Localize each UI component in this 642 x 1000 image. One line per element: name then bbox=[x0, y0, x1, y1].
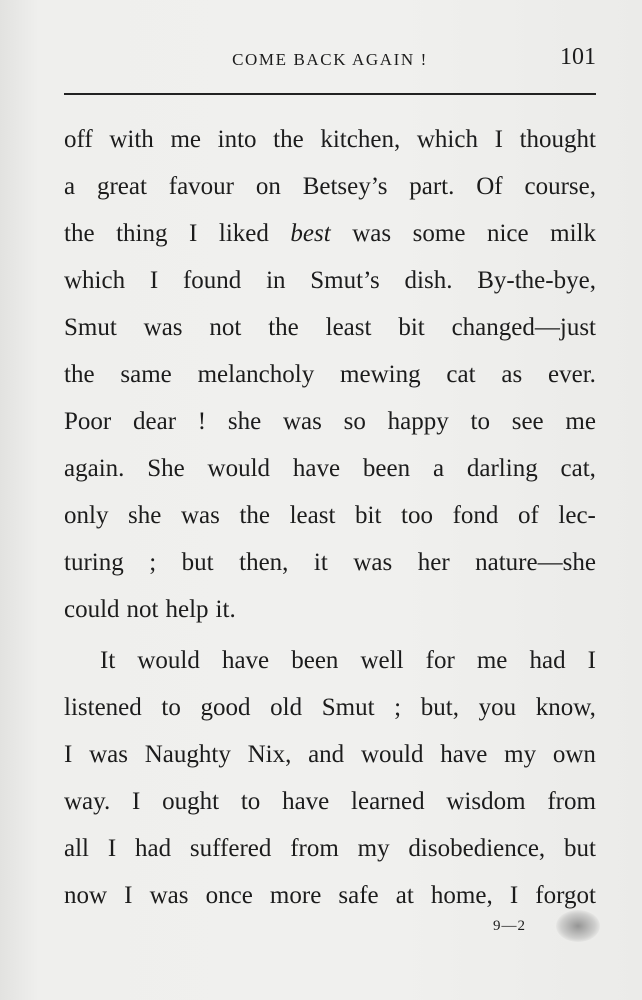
word: know, bbox=[535, 694, 596, 721]
word: thing bbox=[116, 220, 168, 247]
signature-mark: 9—2 bbox=[493, 918, 526, 934]
word: me bbox=[565, 408, 596, 435]
word: you bbox=[478, 694, 517, 721]
word: kitchen, bbox=[320, 126, 401, 153]
word: safe bbox=[338, 882, 379, 909]
word: from bbox=[290, 835, 339, 862]
text-line bbox=[64, 210, 596, 257]
word: had bbox=[529, 647, 566, 674]
word: but bbox=[181, 549, 214, 576]
word: milk bbox=[550, 220, 596, 247]
word: her bbox=[417, 549, 450, 576]
word: to bbox=[161, 694, 181, 721]
word: suffered bbox=[189, 835, 272, 862]
word: on bbox=[255, 173, 281, 200]
word: mewing bbox=[340, 361, 421, 388]
word: into bbox=[217, 126, 257, 153]
word: and bbox=[308, 741, 345, 768]
text-line bbox=[64, 304, 596, 351]
word: for bbox=[425, 647, 455, 674]
word: was bbox=[282, 408, 322, 435]
word: learned bbox=[351, 788, 425, 815]
word: Nix, bbox=[247, 741, 292, 768]
word: was bbox=[143, 314, 183, 341]
ink-smudge bbox=[556, 910, 600, 942]
word: By-the-bye, bbox=[477, 267, 596, 294]
word: the bbox=[64, 220, 95, 247]
word: the bbox=[239, 502, 270, 529]
text-line bbox=[64, 116, 596, 163]
word: only bbox=[64, 502, 109, 529]
text-line bbox=[64, 778, 596, 825]
word: Smut bbox=[64, 314, 117, 341]
text-line bbox=[64, 825, 596, 872]
word: well bbox=[360, 647, 404, 674]
word: Smut’s bbox=[310, 267, 380, 294]
word: ; bbox=[394, 694, 402, 721]
word: so bbox=[343, 408, 366, 435]
word: least bbox=[289, 502, 336, 529]
word: have bbox=[440, 741, 488, 768]
word: liked bbox=[218, 220, 269, 247]
text-line bbox=[64, 257, 596, 304]
word: from bbox=[547, 788, 596, 815]
word: would bbox=[137, 647, 200, 674]
word: it. bbox=[215, 596, 236, 623]
word: the bbox=[64, 361, 95, 388]
word: to bbox=[470, 408, 490, 435]
word: Smut bbox=[321, 694, 375, 721]
word: too bbox=[401, 502, 433, 529]
word: have bbox=[221, 647, 270, 674]
word: me bbox=[170, 126, 201, 153]
text-line bbox=[64, 398, 596, 445]
word: least bbox=[325, 314, 372, 341]
word: dear bbox=[133, 408, 177, 435]
word: which bbox=[416, 126, 478, 153]
word: old bbox=[270, 694, 303, 721]
word: have bbox=[292, 455, 341, 482]
word: I bbox=[494, 126, 503, 153]
word: same bbox=[120, 361, 172, 388]
word: to bbox=[240, 788, 261, 815]
word: she bbox=[227, 408, 262, 435]
word: turing bbox=[64, 549, 124, 576]
word: melancholy bbox=[197, 361, 315, 388]
word: but, bbox=[420, 694, 459, 721]
text-line bbox=[64, 637, 596, 684]
word: with bbox=[109, 126, 154, 153]
text-line bbox=[64, 492, 596, 539]
word: all bbox=[64, 835, 89, 862]
text-line bbox=[64, 872, 596, 919]
running-title: COME BACK AGAIN ! bbox=[232, 50, 428, 69]
word: was bbox=[89, 741, 128, 768]
word: thought bbox=[519, 126, 596, 153]
word: fond bbox=[452, 502, 499, 529]
text-line bbox=[64, 684, 596, 731]
text-line bbox=[64, 539, 596, 586]
word: I bbox=[64, 741, 73, 768]
text-line bbox=[64, 351, 596, 398]
word: help bbox=[165, 596, 209, 623]
word: off bbox=[64, 126, 93, 153]
word: would bbox=[207, 455, 271, 482]
word: a bbox=[432, 455, 445, 482]
word: see bbox=[511, 408, 544, 435]
word: was bbox=[352, 220, 392, 247]
paragraph bbox=[64, 116, 596, 633]
word: ever. bbox=[548, 361, 596, 388]
word: forgot bbox=[535, 882, 596, 909]
word: not bbox=[126, 596, 159, 623]
word: my bbox=[357, 835, 390, 862]
word: more bbox=[269, 882, 322, 909]
word: ; bbox=[149, 549, 157, 576]
word: it bbox=[313, 549, 328, 576]
word: part. bbox=[409, 173, 455, 200]
word: been bbox=[291, 647, 339, 674]
word: great bbox=[96, 173, 147, 200]
word: wisdom bbox=[446, 788, 526, 815]
word: Poor bbox=[64, 408, 112, 435]
word: cat, bbox=[560, 455, 596, 482]
word: Betsey’s bbox=[302, 173, 388, 200]
word: then, bbox=[239, 549, 289, 576]
word: good bbox=[200, 694, 251, 721]
paragraph bbox=[64, 637, 596, 919]
word: I bbox=[509, 882, 519, 909]
word: a bbox=[64, 173, 76, 200]
word: happy bbox=[387, 408, 449, 435]
word: the bbox=[268, 314, 299, 341]
word: listened bbox=[64, 694, 142, 721]
word: home, bbox=[430, 882, 493, 909]
word: Of bbox=[476, 173, 503, 200]
word: was bbox=[353, 549, 393, 576]
text-line bbox=[64, 445, 596, 492]
word: some bbox=[412, 220, 466, 247]
word: darling bbox=[466, 455, 538, 482]
word: way. bbox=[64, 788, 111, 815]
word: cat bbox=[446, 361, 476, 388]
word: dish. bbox=[404, 267, 453, 294]
word: bit bbox=[355, 502, 382, 529]
word: not bbox=[209, 314, 242, 341]
word: I bbox=[149, 267, 159, 294]
header-rule bbox=[64, 93, 596, 95]
word: I bbox=[132, 788, 141, 815]
word: have bbox=[282, 788, 330, 815]
page-header bbox=[64, 42, 596, 82]
word: disobedience, bbox=[408, 835, 546, 862]
word: would bbox=[360, 741, 424, 768]
text-line bbox=[64, 731, 596, 778]
word: It bbox=[100, 647, 116, 674]
word: I bbox=[124, 882, 133, 909]
word: Naughty bbox=[144, 741, 231, 768]
word: the bbox=[273, 126, 304, 153]
word: could bbox=[64, 596, 120, 623]
word: found bbox=[182, 267, 242, 294]
word: best bbox=[290, 220, 331, 247]
word: course, bbox=[524, 173, 596, 200]
word: at bbox=[395, 882, 414, 909]
word: had bbox=[134, 835, 172, 862]
word: of bbox=[517, 502, 539, 529]
body-text bbox=[64, 116, 596, 919]
word: was bbox=[180, 502, 220, 529]
word: She bbox=[147, 455, 185, 482]
word: once bbox=[205, 882, 253, 909]
word: lec- bbox=[558, 502, 596, 529]
word: me bbox=[476, 647, 508, 674]
word: in bbox=[266, 267, 286, 294]
word: nature—she bbox=[475, 549, 596, 576]
text-line bbox=[64, 586, 596, 633]
word: now bbox=[64, 882, 108, 909]
word: as bbox=[501, 361, 523, 388]
word: nice bbox=[486, 220, 529, 247]
word: I bbox=[189, 220, 198, 247]
word: ! bbox=[197, 408, 207, 435]
word: I bbox=[107, 835, 117, 862]
word: but bbox=[564, 835, 596, 862]
word: I bbox=[587, 647, 596, 674]
word: ought bbox=[162, 788, 220, 815]
word: which bbox=[64, 267, 126, 294]
word: favour bbox=[168, 173, 235, 200]
word: bit bbox=[398, 314, 425, 341]
word: my bbox=[504, 741, 537, 768]
word: she bbox=[128, 502, 162, 529]
word: was bbox=[149, 882, 189, 909]
text-line bbox=[64, 163, 596, 210]
word: own bbox=[552, 741, 596, 768]
word: again. bbox=[64, 455, 125, 482]
page-number: 101 bbox=[560, 44, 596, 70]
word: been bbox=[362, 455, 411, 482]
word: changed—just bbox=[451, 314, 596, 341]
